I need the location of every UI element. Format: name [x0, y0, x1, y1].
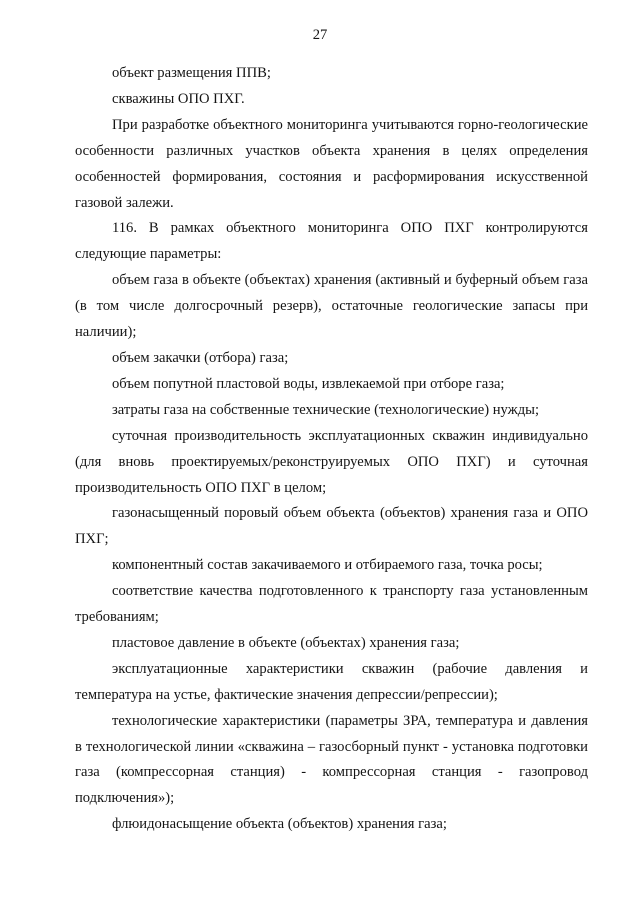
list-item-formation-water: объем попутной пластовой воды, извлекаемой при отборе газа; — [112, 375, 505, 392]
list-item-gas-quality: соответствие качества подготовленного к транспорту газа установленным требованиям; — [75, 583, 588, 626]
list-item-pore-volume: газонасыщенный поровый объем объекта (объектов) хранения газа и ОПО ПХГ; — [75, 505, 588, 548]
paragraph-wells: скважины ОПО ПХГ. — [112, 90, 245, 107]
document-body — [75, 61, 588, 838]
list-item-gas-volume: объем газа в объекте (объектах) хранения (активный и буферный объем газа (в том числе долгосрочный резерв), остаточные геологические запасы при наличии); — [75, 272, 588, 341]
paragraph-116-header: 116. В рамках объектного мониторинга ОПО ПХГ контролируются следующие параметры: — [75, 220, 588, 263]
list-item-reservoir-pressure: пластовое давление в объекте (объектах) хранения газа; — [112, 634, 460, 651]
paragraph-monitoring-geology: При разработке объектного мониторинга учитываются горно-геологические особенности различных участков объекта хранения в целях определения особенностей формирования, состояния и расформирования искусственной газовой залежи. — [75, 116, 588, 211]
list-item-injection-volume: объем закачки (отбора) газа; — [112, 349, 289, 366]
page-number: 27 — [312, 27, 328, 43]
list-item-process-characteristics: технологические характеристики (параметры ЗРА, температура и давления в технологической линии «скважина – газосборный пункт - установка подготовки газа (компрессорная станция) - компрессорная станция - газопровод подключения»); — [75, 712, 588, 807]
list-item-well-characteristics: эксплуатационные характеристики скважин (рабочие давления и температура на устье, фактические значения депрессии/репрессии); — [75, 660, 588, 703]
list-item-own-needs: затраты газа на собственные технические (технологические) нужды; — [112, 401, 540, 418]
list-item-gas-composition: компонентный состав закачиваемого и отбираемого газа, точка росы; — [112, 557, 543, 574]
list-item-fluid-saturation: флюидонасыщение объекта (объектов) хранения газа; — [112, 816, 447, 833]
list-item-daily-productivity: суточная производительность эксплуатационных скважин индивидуально (для вновь проектируемых/реконструируемых ОПО ПХГ) и суточная производительность ОПО ПХГ в целом; — [75, 427, 588, 496]
paragraph-ppv-placement: объект размещения ППВ; — [112, 65, 271, 81]
